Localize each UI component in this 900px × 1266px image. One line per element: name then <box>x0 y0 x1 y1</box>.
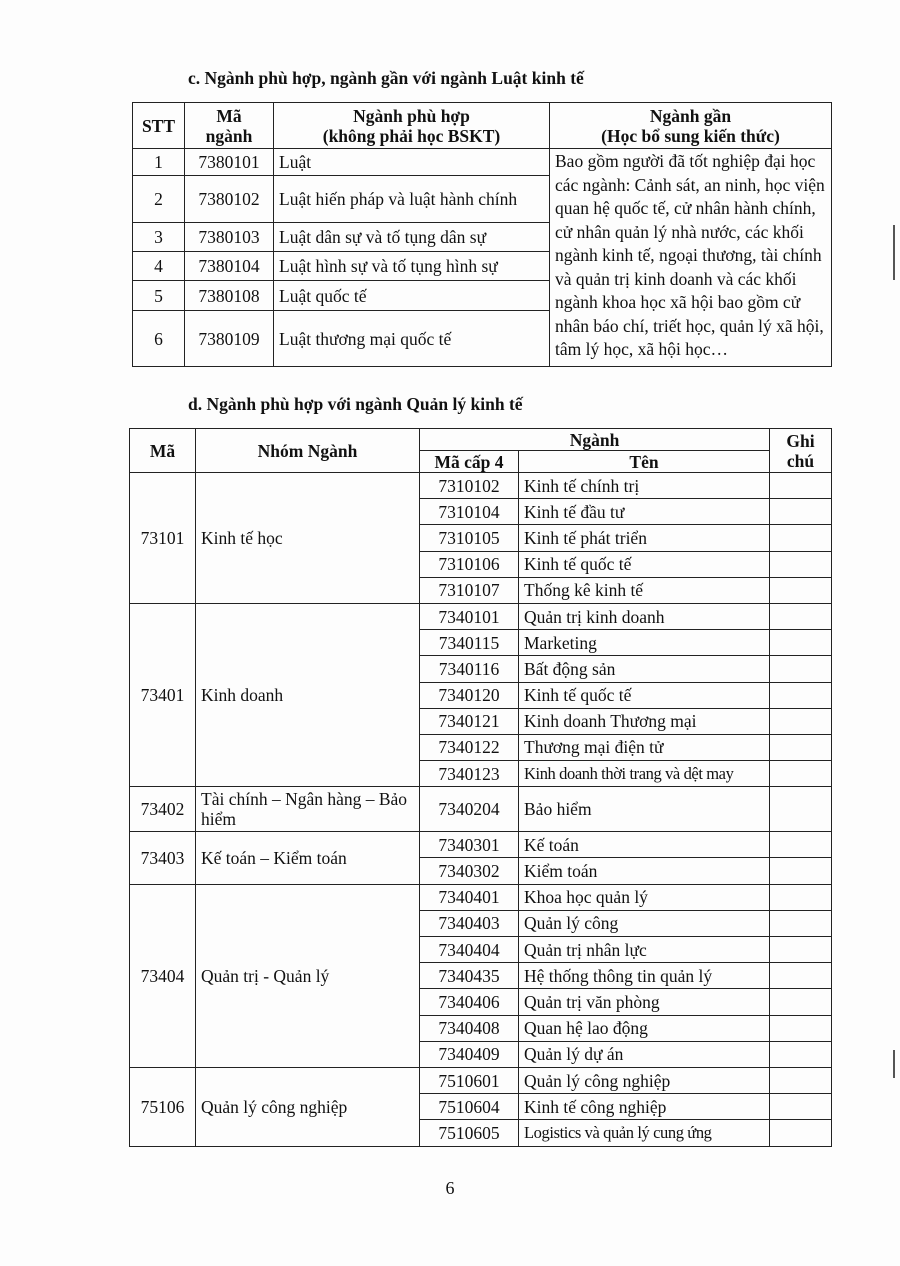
cell-code: 7380103 <box>185 223 274 252</box>
cell-name: Quản trị nhân lực <box>519 937 770 963</box>
header-gan-line1: Ngành gần <box>649 105 732 126</box>
header-ghi-chu-line1: Ghi <box>786 430 815 451</box>
section-d-heading: d. Ngành phù hợp với ngành Quản lý kinh tế <box>188 394 523 414</box>
cell-note <box>770 884 832 910</box>
cell-code: 7340123 <box>420 761 519 787</box>
cell-name: Marketing <box>519 630 770 656</box>
cell-group-code: 75106 <box>130 1067 196 1146</box>
table-row <box>130 603 832 629</box>
cell-code: 7340403 <box>420 910 519 936</box>
cell-note <box>770 525 832 551</box>
header-ma-cap-4: Mã cấp 4 <box>420 451 519 473</box>
cell-name: Kinh tế chính trị <box>519 473 770 499</box>
table-row <box>130 787 832 832</box>
cell-name: Luật hình sự và tố tụng hình sự <box>274 252 550 281</box>
cell-name: Quản trị kinh doanh <box>519 603 770 629</box>
cell-code: 7340435 <box>420 963 519 989</box>
cell-code: 7310106 <box>420 551 519 577</box>
cell-group-code: 73403 <box>130 832 196 884</box>
cell-note <box>770 734 832 760</box>
cell-stt: 1 <box>133 149 185 176</box>
cell-group-name: Kinh tế học <box>196 473 420 604</box>
table-law-majors <box>132 102 832 367</box>
cell-stt: 2 <box>133 176 185 223</box>
cell-code: 7340101 <box>420 603 519 629</box>
cell-note <box>770 832 832 858</box>
cell-group-name: Quản lý công nghiệp <box>196 1067 420 1146</box>
cell-code: 7510604 <box>420 1094 519 1120</box>
cell-name: Quản trị văn phòng <box>519 989 770 1015</box>
cell-name: Kế toán <box>519 832 770 858</box>
cell-name: Thống kê kinh tế <box>519 577 770 603</box>
cell-code: 7340122 <box>420 734 519 760</box>
cell-note <box>770 656 832 682</box>
header-ma-nganh <box>185 103 274 149</box>
header-stt: STT <box>133 103 185 149</box>
cell-name: Kinh doanh Thương mại <box>519 708 770 734</box>
page-number: 6 <box>445 1178 455 1198</box>
cell-group-name: Tài chính – Ngân hàng – Bảo hiểm <box>196 787 420 832</box>
header-ten: Tên <box>519 451 770 473</box>
cell-stt: 6 <box>133 311 185 367</box>
cell-name: Luật quốc tế <box>274 281 550 311</box>
cell-name: Kiểm toán <box>519 858 770 884</box>
cell-group-name: Kế toán – Kiểm toán <box>196 832 420 884</box>
section-c-heading: c. Ngành phù hợp, ngành gần với ngành Luật kinh tế <box>188 68 584 88</box>
cell-name: Quản lý công <box>519 910 770 936</box>
cell-name: Kinh tế đầu tư <box>519 499 770 525</box>
cell-note <box>770 1094 832 1120</box>
cell-name: Thương mại điện tử <box>519 734 770 760</box>
cell-note <box>770 989 832 1015</box>
cell-code: 7340115 <box>420 630 519 656</box>
cell-name: Luật thương mại quốc tế <box>274 311 550 367</box>
cell-name: Luật <box>274 149 550 176</box>
cell-code: 7340116 <box>420 656 519 682</box>
table-economic-management-majors <box>129 428 832 1147</box>
header-ma-nganh-line2: ngành <box>205 125 253 146</box>
cell-code: 7340409 <box>420 1041 519 1067</box>
cell-name: Kinh tế quốc tế <box>519 682 770 708</box>
cell-name: Logistics và quản lý cung ứng <box>519 1120 770 1146</box>
table-row <box>130 1067 832 1093</box>
cell-code: 7380104 <box>185 252 274 281</box>
cell-code: 7510601 <box>420 1067 519 1093</box>
header-ghi-chu <box>770 429 832 473</box>
cell-code: 7310104 <box>420 499 519 525</box>
cell-note <box>770 910 832 936</box>
cell-name: Luật dân sự và tố tụng dân sự <box>274 223 550 252</box>
cell-code: 7340121 <box>420 708 519 734</box>
cell-note <box>770 473 832 499</box>
cell-code: 7380108 <box>185 281 274 311</box>
cell-code: 7340301 <box>420 832 519 858</box>
cell-code: 7380102 <box>185 176 274 223</box>
cell-name: Bảo hiểm <box>519 787 770 832</box>
header-phu-hop-line1: Ngành phù hợp <box>353 105 470 126</box>
cell-note <box>770 1067 832 1093</box>
cell-note <box>770 761 832 787</box>
cell-group-name: Quản trị - Quản lý <box>196 884 420 1067</box>
cell-code: 7310107 <box>420 577 519 603</box>
header-phu-hop-line2: (không phải học BSKT) <box>322 125 501 146</box>
cell-note <box>770 1120 832 1146</box>
cell-name: Hệ thống thông tin quản lý <box>519 963 770 989</box>
scan-edge-mark <box>893 225 895 280</box>
scan-edge-mark <box>893 1050 895 1078</box>
cell-name: Quản lý dự án <box>519 1041 770 1067</box>
cell-code: 7380101 <box>185 149 274 176</box>
cell-name: Quan hệ lao động <box>519 1015 770 1041</box>
cell-note <box>770 963 832 989</box>
cell-note <box>770 858 832 884</box>
cell-code: 7340302 <box>420 858 519 884</box>
cell-note <box>770 682 832 708</box>
table-row <box>133 149 832 176</box>
cell-name: Kinh doanh thời trang và dệt may <box>519 761 770 787</box>
cell-note <box>770 1041 832 1067</box>
cell-note <box>770 499 832 525</box>
cell-code: 7380109 <box>185 311 274 367</box>
table-row <box>130 832 832 858</box>
header-nganh-phu-hop <box>274 103 550 149</box>
cell-code: 7310105 <box>420 525 519 551</box>
cell-name: Khoa học quản lý <box>519 884 770 910</box>
cell-group-code: 73404 <box>130 884 196 1067</box>
cell-code: 7340120 <box>420 682 519 708</box>
cell-name: Quản lý công nghiệp <box>519 1067 770 1093</box>
cell-note <box>770 708 832 734</box>
cell-code: 7340408 <box>420 1015 519 1041</box>
header-gan-line2: (Học bổ sung kiến thức) <box>601 125 780 146</box>
cell-note <box>770 551 832 577</box>
cell-note <box>770 1015 832 1041</box>
cell-code: 7340401 <box>420 884 519 910</box>
cell-code: 7340406 <box>420 989 519 1015</box>
cell-note <box>770 603 832 629</box>
cell-name: Kinh tế phát triển <box>519 525 770 551</box>
cell-note <box>770 937 832 963</box>
header-ma-nganh-line1: Mã <box>216 105 242 126</box>
cell-note <box>770 787 832 832</box>
cell-code: 7510605 <box>420 1120 519 1146</box>
cell-stt: 5 <box>133 281 185 311</box>
header-ma: Mã <box>130 429 196 473</box>
cell-code: 7340404 <box>420 937 519 963</box>
cell-name: Luật hiến pháp và luật hành chính <box>274 176 550 223</box>
cell-name: Kinh tế công nghiệp <box>519 1094 770 1120</box>
cell-name: Kinh tế quốc tế <box>519 551 770 577</box>
cell-stt: 4 <box>133 252 185 281</box>
cell-group-code: 73401 <box>130 603 196 786</box>
cell-note <box>770 630 832 656</box>
header-nganh: Ngành <box>420 429 770 451</box>
table-row <box>130 473 832 499</box>
cell-stt: 3 <box>133 223 185 252</box>
header-nganh-gan <box>550 103 832 149</box>
cell-group-code: 73101 <box>130 473 196 604</box>
cell-group-name: Kinh doanh <box>196 603 420 786</box>
cell-code: 7310102 <box>420 473 519 499</box>
header-nhom-nganh: Nhóm Ngành <box>196 429 420 473</box>
cell-group-code: 73402 <box>130 787 196 832</box>
table-row <box>130 884 832 910</box>
cell-code: 7340204 <box>420 787 519 832</box>
cell-note <box>770 577 832 603</box>
header-ghi-chu-line2: chú <box>786 450 815 471</box>
cell-name: Bất động sản <box>519 656 770 682</box>
cell-related-majors: Bao gồm người đã tốt nghiệp đại học các ngành: Cảnh sát, an ninh, học viện quan hệ quốc tế, cử nhân hành chính, cử nhân quản lý nhà nước, các khối ngành kinh tế, ngoại thương, tài chính và quản trị kinh doanh và các khối ngành khoa học xã hội bao gồm cử nhân báo chí, triết học, quản lý xã hội, tâm lý học, xã hội học… <box>550 149 832 367</box>
